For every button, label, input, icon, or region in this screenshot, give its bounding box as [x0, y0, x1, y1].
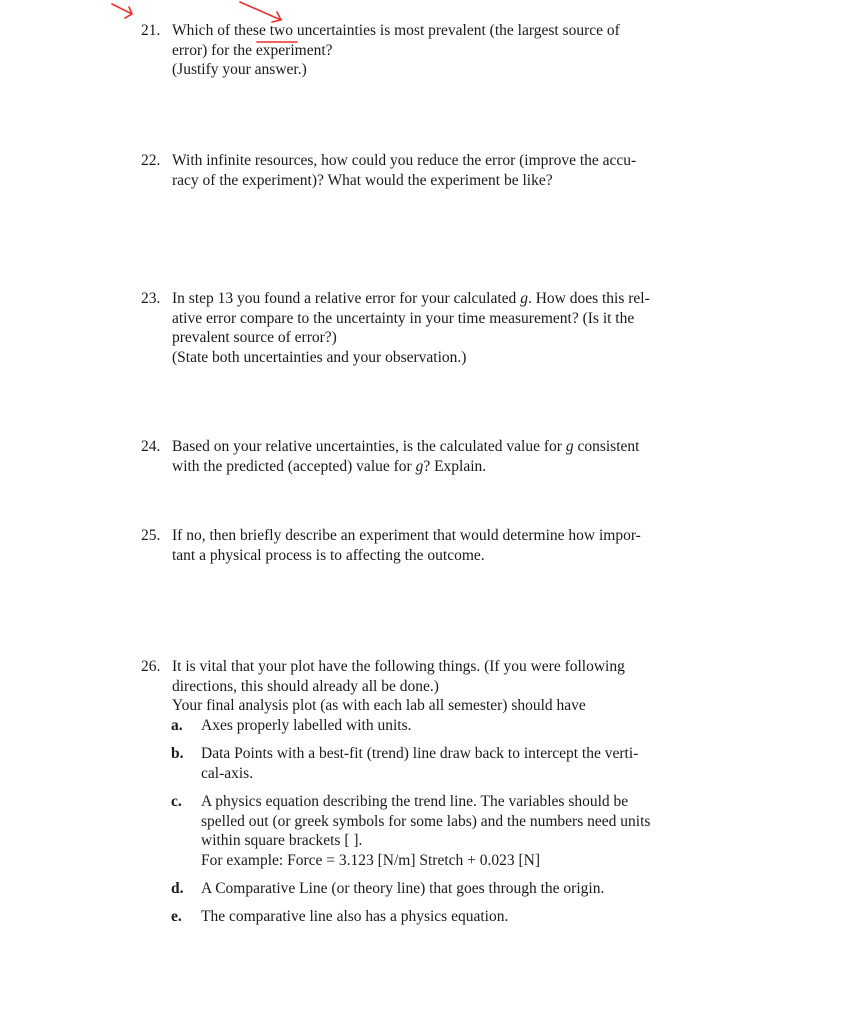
sub-item-a	[171, 716, 691, 736]
text-line: prevalent source of error?)	[172, 329, 337, 346]
question-22	[141, 151, 681, 190]
text-line: within square brackets [ ].	[201, 832, 363, 849]
text-line: Which of these two uncertainties is most prevalent (the largest source of	[172, 22, 620, 39]
text-line: cal-axis.	[201, 764, 254, 782]
text-line: A Comparative Line (or theory line) that goes through the origin.	[201, 880, 605, 897]
sub-item-text	[201, 716, 691, 736]
question-23	[141, 289, 681, 367]
text-line: with the predicted (accepted) value for g? Explain.	[172, 457, 487, 475]
text-line: A physics equation describing the trend line. The variables should be	[201, 793, 629, 810]
text-line: (Justify your answer.)	[172, 61, 307, 78]
question-text	[172, 151, 681, 190]
text-line: For example: Force = 3.123 [N/m] Stretch + 0.023 [N]	[201, 851, 541, 869]
text-line: Based on your relative uncertainties, is the calculated value for g consistent	[172, 438, 640, 455]
question-26	[141, 657, 681, 716]
text-line: In step 13 you found a relative error for your calculated g. How does this rel-	[172, 290, 650, 307]
text-line: tant a physical process is to affecting the outcome.	[172, 546, 485, 564]
text-line: Data Points with a best-fit (trend) line draw back to intercept the verti-	[201, 745, 639, 762]
question-text	[172, 526, 681, 565]
text-line: (State both uncertainties and your observation.)	[172, 348, 467, 366]
sub-item-label: e.	[171, 908, 182, 925]
sub-item-label: c.	[171, 793, 182, 810]
sub-item-b	[171, 744, 691, 783]
text-line: Your final analysis plot (as with each lab all semester) should have	[172, 697, 586, 714]
sub-item-text	[201, 907, 691, 927]
question-number: 22.	[141, 152, 161, 169]
question-number: 25.	[141, 527, 161, 544]
question-number: 26.	[141, 658, 161, 675]
red-arrow-left-icon	[112, 4, 132, 18]
text-line: spelled out (or greek symbols for some labs) and the numbers need units	[201, 812, 651, 830]
sub-item-text	[201, 792, 691, 870]
sub-item-d	[171, 879, 691, 899]
text-line: With infinite resources, how could you reduce the error (improve the accu-	[172, 152, 637, 169]
text-line: directions, this should already all be done.)	[172, 677, 439, 695]
question-text	[172, 21, 681, 80]
question-21	[141, 21, 681, 80]
question-number: 23.	[141, 290, 161, 307]
text-line: If no, then briefly describe an experiment that would determine how impor-	[172, 527, 641, 544]
text-line: racy of the experiment)? What would the experiment be like?	[172, 171, 553, 189]
sub-item-text	[201, 744, 691, 783]
sub-item-label: b.	[171, 745, 184, 762]
sub-item-label: d.	[171, 880, 184, 897]
question-number: 24.	[141, 438, 161, 455]
sub-item-text	[201, 879, 691, 899]
text-line: The comparative line also has a physics equation.	[201, 908, 509, 925]
question-24	[141, 437, 681, 476]
sub-item-e	[171, 907, 691, 927]
text-line: error) for the experiment?	[172, 41, 333, 59]
sub-item-c	[171, 792, 691, 870]
red-arrow-middle-icon	[240, 2, 281, 22]
question-text	[172, 437, 681, 476]
question-25	[141, 526, 681, 565]
text-line: It is vital that your plot have the following things. (If you were following	[172, 658, 625, 675]
text-line: Axes properly labelled with units.	[201, 717, 412, 734]
sub-item-label: a.	[171, 717, 183, 734]
question-number: 21.	[141, 22, 161, 39]
question-text	[172, 657, 681, 716]
text-line: ative error compare to the uncertainty in your time measurement? (Is it the	[172, 309, 635, 327]
question-text	[172, 289, 681, 367]
